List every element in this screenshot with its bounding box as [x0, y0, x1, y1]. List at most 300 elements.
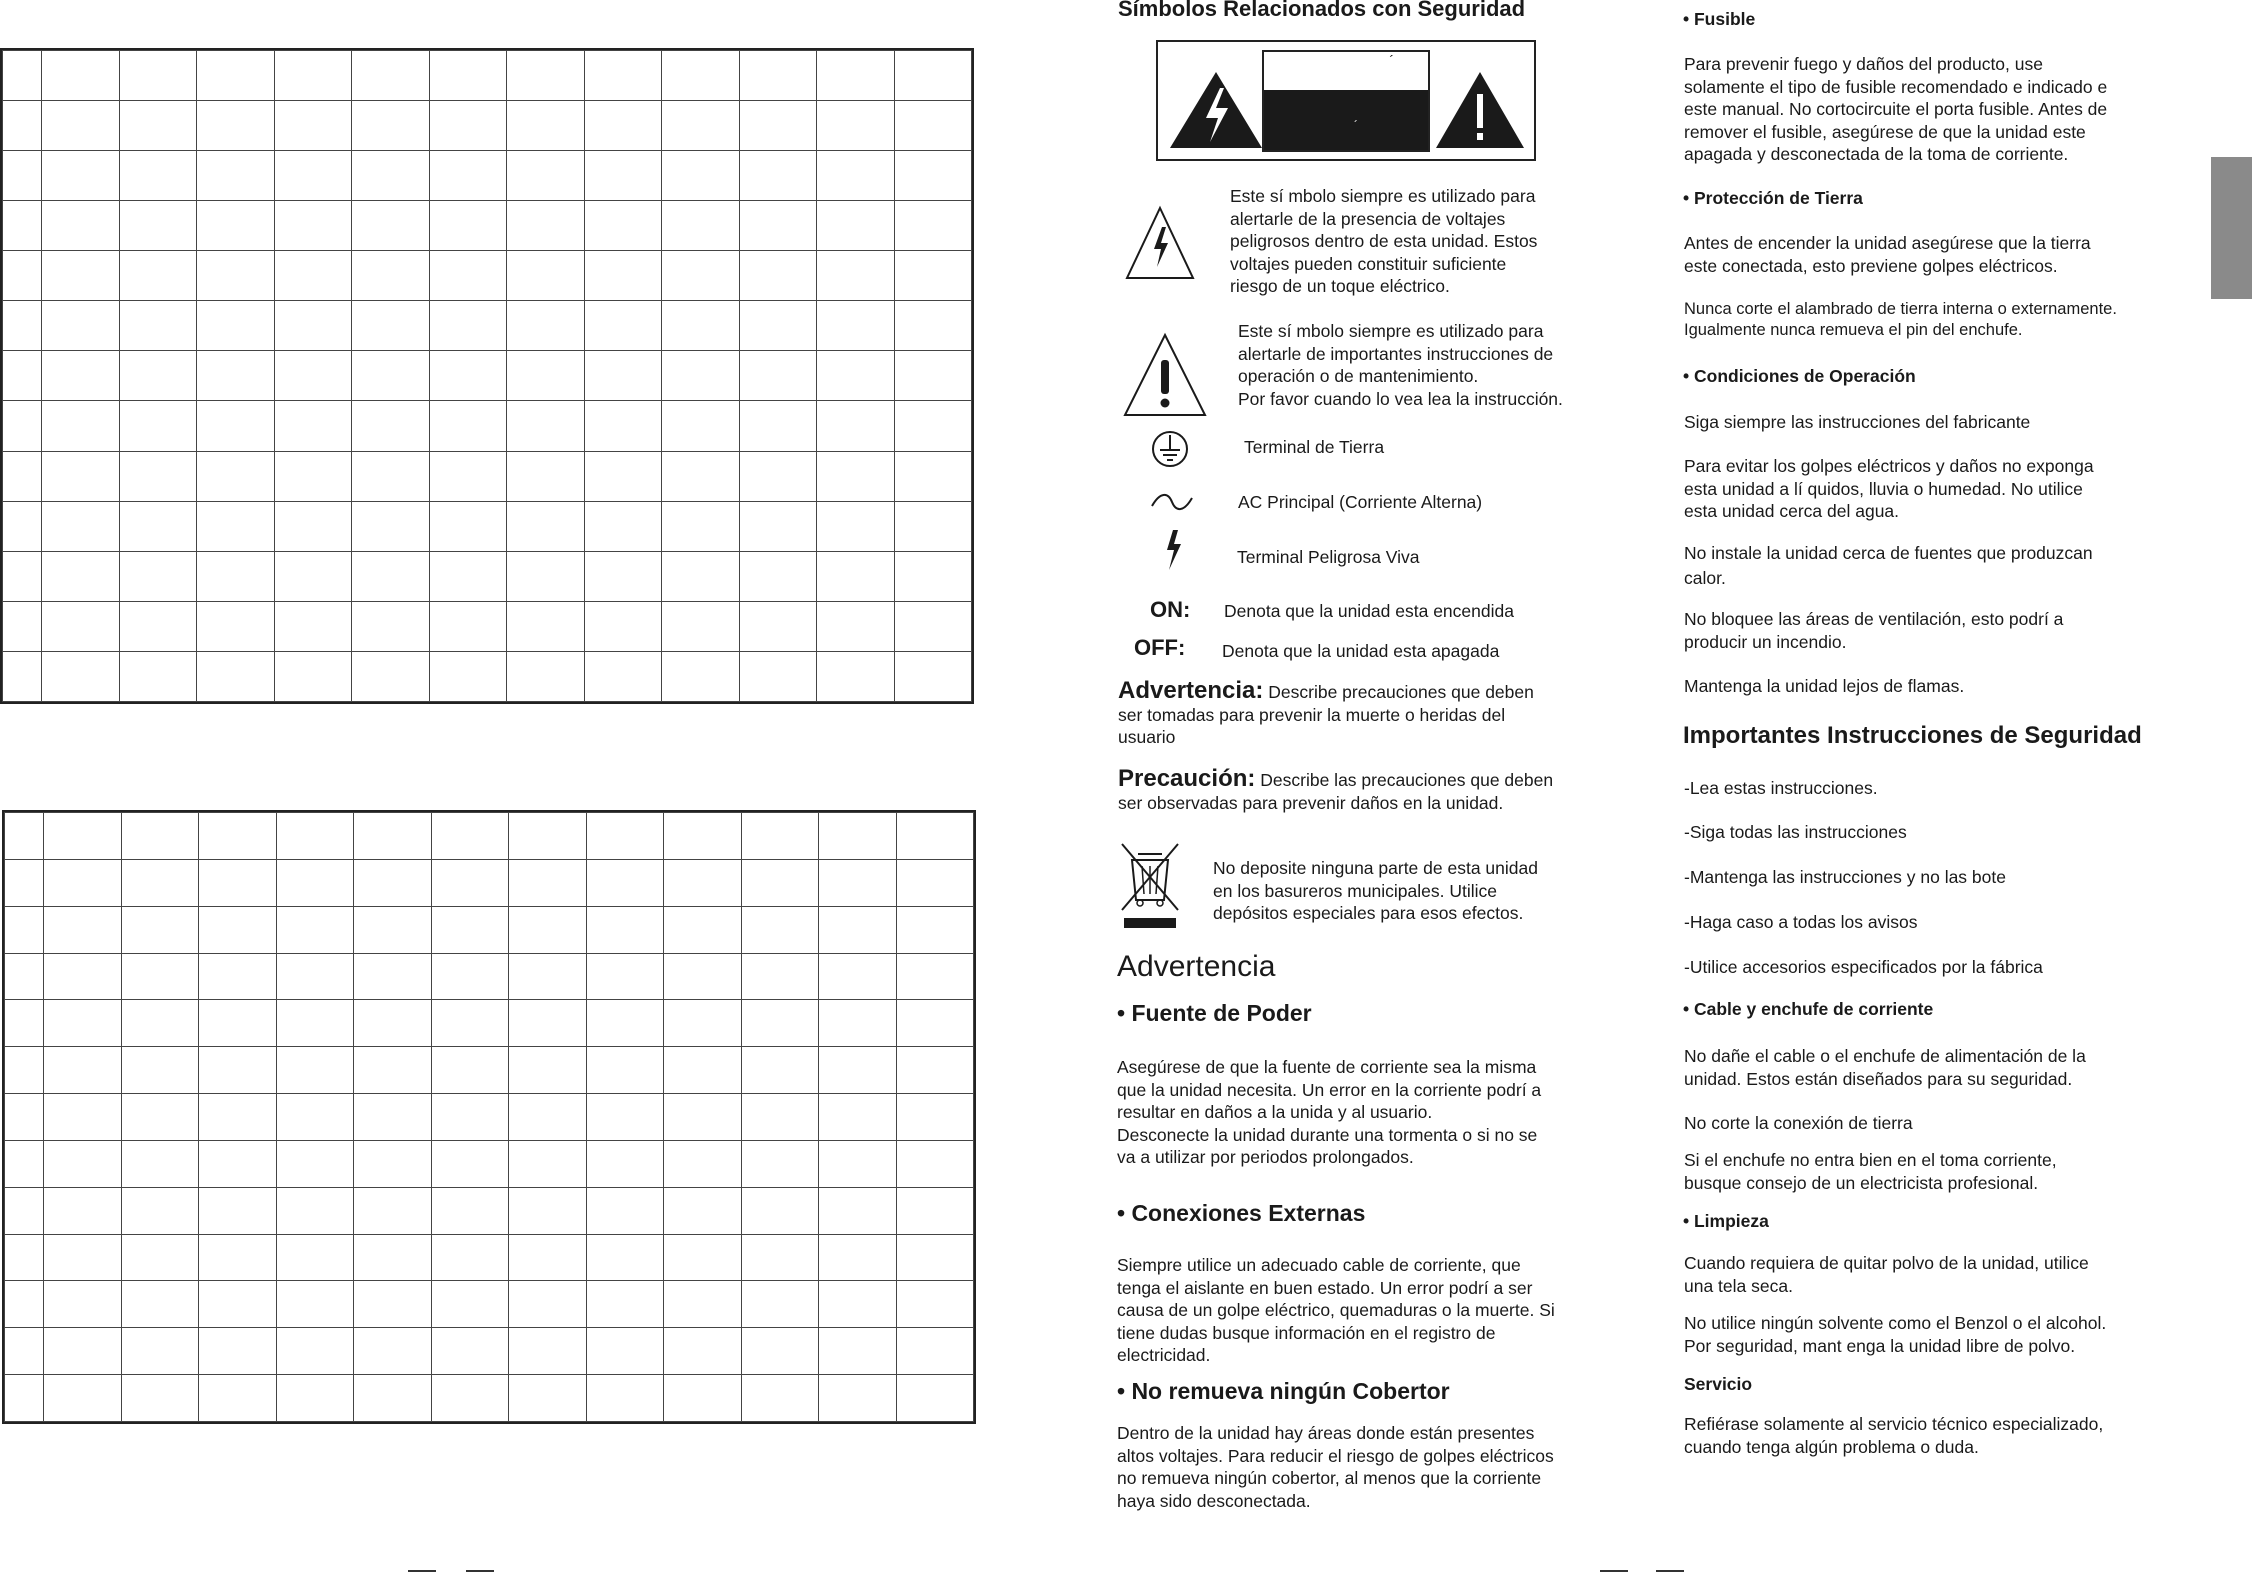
grid-cell: [354, 1000, 432, 1047]
symbol-ground-text: Terminal de Tierra: [1244, 437, 1385, 457]
grid-cell: [199, 1094, 277, 1141]
grid-cell: [817, 51, 895, 101]
off-label: OFF:: [1134, 635, 1186, 660]
grid-cell: [817, 201, 895, 251]
grid-cell: [741, 1375, 819, 1422]
grid-cell: [509, 1234, 587, 1281]
grid-cell: [5, 1000, 44, 1047]
grid-cell: [276, 813, 354, 860]
grid-cell: [121, 1187, 199, 1234]
grid-cell: [3, 101, 42, 151]
grid-cell: [5, 906, 44, 953]
operacion-title: • Condiciones de Operación: [1683, 366, 1916, 386]
grid-cell: [42, 251, 120, 301]
grid-cell: [739, 101, 817, 151]
grid-cell: [276, 1094, 354, 1141]
grid-cell: [354, 813, 432, 860]
grid-cell: [819, 1140, 897, 1187]
grid-cell: [274, 401, 352, 451]
grid-cell: [199, 1281, 277, 1328]
grid-cell: [42, 301, 120, 351]
grid-cell: [586, 1328, 664, 1375]
grid-cell: [509, 1047, 587, 1094]
grid-cell: [896, 1140, 974, 1187]
grid-cell: [739, 51, 817, 101]
grid-cell: [586, 1140, 664, 1187]
grid-cell: [121, 1140, 199, 1187]
grid-cell: [662, 101, 740, 151]
grid-cell: [276, 1140, 354, 1187]
grid-cell: [199, 1140, 277, 1187]
grid-cell: [664, 1234, 742, 1281]
grid-cell: [354, 1234, 432, 1281]
grid-cell: [741, 1047, 819, 1094]
grid-cell: [274, 501, 352, 551]
grid-cell: [819, 1000, 897, 1047]
grid-cell: [664, 1375, 742, 1422]
limpieza-p1: Cuando requiera de quitar polvo de la unidad, utilice una tela seca.: [1684, 1253, 2089, 1296]
operacion-p3: No instale la unidad cerca de fuentes que produzcan calor.: [1684, 543, 2093, 588]
grid-cell: [741, 1234, 819, 1281]
operacion-p2: Para evitar los golpes eléctricos y daños no exponga esta unidad a lí quidos, lluvia o humedad. No utilice esta unidad cerca del agua.: [1684, 456, 2094, 521]
grid-cell: [584, 501, 662, 551]
grid-cell: [276, 1000, 354, 1047]
conexiones-text: Siempre utilice un adecuado cable de corriente, que tenga el aislante en buen estado. Un error podrí a ser causa de un golpe eléctrico, quemaduras o la muerte. Si tiene dudas busque información en el registro de electricidad.: [1117, 1255, 1555, 1365]
grid-cell: [896, 953, 974, 1000]
grid-cell: [121, 906, 199, 953]
grid-cell: [739, 451, 817, 501]
grid-cell: [584, 151, 662, 201]
grid-cell: [274, 351, 352, 401]
grid-cell: [42, 601, 120, 651]
grid-cell: [896, 1328, 974, 1375]
grid-cell: [3, 201, 42, 251]
grid-cell: [199, 813, 277, 860]
cable-p2: No corte la conexión de tierra: [1684, 1113, 1913, 1133]
ground-terminal-icon: [1150, 429, 1190, 469]
grid-cell: [896, 906, 974, 953]
grid-cell: [894, 451, 972, 501]
lightning-triangle-icon: [1124, 205, 1196, 281]
weee-text: No deposite ninguna parte de esta unidad en los basureros municipales. Utilice depósitos especiales para esos efectos.: [1213, 858, 1538, 923]
grid-cell: [664, 1328, 742, 1375]
tierra-text-2: Nunca corte el alambrado de tierra interna o externamente. Igualmente nunca remueva el pin del enchufe.: [1684, 300, 2117, 339]
symbol-lightning-text: Este sí mbolo siempre es utilizado para alertarle de la presencia de voltajes peligrosos dentro de esta unidad. Estos voltajes pueden constituir suficiente riesgo de un toque eléctrico.: [1230, 186, 1538, 296]
grid-cell: [894, 551, 972, 601]
grid-cell: [819, 1094, 897, 1141]
grid-cell: [274, 51, 352, 101]
grid-cell: [197, 101, 275, 151]
grid-cell: [431, 1187, 509, 1234]
grid-cell: [354, 1375, 432, 1422]
grid-cell: [509, 1281, 587, 1328]
grid-cell: [5, 813, 44, 860]
warning-label-text-bottom: ´: [1354, 118, 1358, 132]
grid-cell: [739, 201, 817, 251]
grid-cell: [507, 101, 585, 151]
grid-cell: [741, 1140, 819, 1187]
grid-cell: [44, 906, 122, 953]
grid-cell: [274, 651, 352, 701]
grid-cell: [431, 1140, 509, 1187]
servicio-text: Refiérase solamente al servicio técnico especializado, cuando tenga algún problema o duda.: [1684, 1414, 2104, 1457]
grid-cell: [584, 101, 662, 151]
grid-cell: [197, 451, 275, 501]
cable-title: • Cable y enchufe de corriente: [1683, 999, 1934, 1019]
grid-cell: [507, 51, 585, 101]
grid-cell: [817, 301, 895, 351]
grid-cell: [817, 401, 895, 451]
grid-cell: [509, 1094, 587, 1141]
grid-cell: [121, 1047, 199, 1094]
grid-cell: [3, 351, 42, 401]
grid-cell: [5, 1187, 44, 1234]
grid-cell: [352, 601, 430, 651]
grid-cell: [819, 906, 897, 953]
grid-cell: [507, 351, 585, 401]
grid-cell: [584, 351, 662, 401]
grid-cell: [199, 1187, 277, 1234]
grid-cell: [817, 551, 895, 601]
grid-cell: [5, 1234, 44, 1281]
grid-cell: [352, 251, 430, 301]
limpieza-title: • Limpieza: [1683, 1211, 1769, 1231]
grid-cell: [199, 1047, 277, 1094]
grid-cell: [121, 1281, 199, 1328]
grid-cell: [429, 301, 507, 351]
grid-cell: [662, 151, 740, 201]
tierra-title: • Protección de Tierra: [1683, 188, 1863, 208]
grid-cell: [119, 451, 197, 501]
grid-cell: [431, 1234, 509, 1281]
grid-cell: [739, 351, 817, 401]
grid-cell: [662, 501, 740, 551]
grid-cell: [44, 1140, 122, 1187]
grid-cell: [894, 601, 972, 651]
grid-cell: [3, 651, 42, 701]
grid-cell: [42, 451, 120, 501]
grid-cell: [817, 251, 895, 301]
grid-cell: [894, 651, 972, 701]
grid-cell: [3, 301, 42, 351]
exclamation-triangle-icon: [1434, 70, 1526, 150]
grid-cell: [664, 906, 742, 953]
grid-cell: [197, 151, 275, 201]
grid-cell: [662, 351, 740, 401]
grid-cell: [741, 1000, 819, 1047]
grid-cell: [119, 301, 197, 351]
fuente-title: • Fuente de Poder: [1117, 1000, 1312, 1026]
grid-cell: [274, 451, 352, 501]
grid-cell: [431, 813, 509, 860]
grid-cell: [119, 501, 197, 551]
grid-cell: [274, 301, 352, 351]
grid-cell: [3, 51, 42, 101]
on-label: ON:: [1150, 597, 1191, 622]
grid-cell: [352, 551, 430, 601]
grid-cell: [429, 551, 507, 601]
grid-cell: [119, 601, 197, 651]
grid-cell: [44, 1328, 122, 1375]
grid-cell: [197, 51, 275, 101]
grid-cell: [739, 401, 817, 451]
grid-cell: [431, 1281, 509, 1328]
grid-cell: [5, 1375, 44, 1422]
grid-cell: [197, 201, 275, 251]
grid-cell: [354, 1047, 432, 1094]
grid-cell: [429, 451, 507, 501]
cable-p1: No dañe el cable o el enchufe de alimentación de la unidad. Estos están diseñados para su seguridad.: [1684, 1046, 2086, 1089]
grid-cell: [274, 251, 352, 301]
grid-cell: [276, 859, 354, 906]
grid-cell: [3, 551, 42, 601]
grid-cell: [584, 401, 662, 451]
grid-cell: [352, 351, 430, 401]
grid-cell: [354, 1140, 432, 1187]
grid-cell: [509, 1187, 587, 1234]
importantes-item-5: -Utilice accesorios especificados por la fábrica: [1684, 957, 2043, 977]
tierra-text: Antes de encender la unidad asegúrese que la tierra este conectada, esto previene golpes eléctricos.: [1684, 233, 2091, 276]
grid-cell: [741, 1281, 819, 1328]
grid-cell: [507, 201, 585, 251]
grid-cell: [664, 813, 742, 860]
grid-cell: [431, 1328, 509, 1375]
grid-cell: [5, 953, 44, 1000]
grid-cell: [894, 401, 972, 451]
grid-cell: [584, 201, 662, 251]
grid-cell: [44, 1375, 122, 1422]
grid-cell: [429, 101, 507, 151]
grid-cell: [276, 1375, 354, 1422]
grid-cell: [664, 859, 742, 906]
grid-cell: [429, 601, 507, 651]
grid-cell: [42, 201, 120, 251]
grid-cell: [819, 1328, 897, 1375]
grid-cell: [819, 813, 897, 860]
grid-cell: [119, 201, 197, 251]
grid-cell: [509, 813, 587, 860]
grid-cell: [662, 201, 740, 251]
grid-cell: [431, 906, 509, 953]
cable-p3: Si el enchufe no entra bien en el toma corriente, busque consejo de un electricista profesional.: [1684, 1150, 2057, 1193]
grid-cell: [509, 1140, 587, 1187]
grid-cell: [42, 551, 120, 601]
grid-cell: [662, 601, 740, 651]
grid-cell: [276, 1328, 354, 1375]
grid-cell: [894, 501, 972, 551]
grid-cell: [664, 1281, 742, 1328]
grid-cell: [662, 51, 740, 101]
grid-cell: [121, 813, 199, 860]
grid-cell: [896, 1000, 974, 1047]
grid-cell: [664, 1047, 742, 1094]
advertencia-definition: Advertencia: Describe precauciones que deben ser tomadas para prevenir la muerte o heridas del usuario: [1118, 677, 1534, 747]
grid-cell: [352, 501, 430, 551]
grid-cell: [817, 101, 895, 151]
operacion-p5: Mantenga la unidad lejos de flamas.: [1684, 676, 1965, 696]
grid-cell: [274, 551, 352, 601]
grid-cell: [584, 51, 662, 101]
grid-cell: [431, 1047, 509, 1094]
grid-cell: [121, 1000, 199, 1047]
grid-cell: [896, 859, 974, 906]
grid-cell: [664, 953, 742, 1000]
grid-cell: [197, 651, 275, 701]
grid-cell: [819, 1187, 897, 1234]
grid-cell: [507, 401, 585, 451]
grid-cell: [3, 151, 42, 201]
grid-cell: [662, 401, 740, 451]
grid-cell: [662, 251, 740, 301]
grid-cell: [44, 1234, 122, 1281]
cobertor-text: Dentro de la unidad hay áreas donde están presentes altos voltajes. Para reducir el riesgo de golpes eléctricos no remueva ningún cobertor, al menos que la corriente haya sido desconectada.: [1117, 1423, 1554, 1511]
grid-cell: [276, 1187, 354, 1234]
grid-cell: [507, 651, 585, 701]
grid-cell: [896, 1375, 974, 1422]
grid-cell: [586, 1234, 664, 1281]
lightning-triangle-icon: [1168, 70, 1264, 150]
grid-cell: [274, 151, 352, 201]
grid-cell: [739, 301, 817, 351]
grid-cell: [5, 1328, 44, 1375]
grid-cell: [819, 1375, 897, 1422]
grid-cell: [44, 859, 122, 906]
grid-cell: [197, 351, 275, 401]
grid-cell: [121, 1234, 199, 1281]
grid-cell: [584, 251, 662, 301]
grid-cell: [509, 859, 587, 906]
warning-label-center: [1262, 50, 1430, 152]
grid-cell: [507, 601, 585, 651]
crossed-bin-icon: [1118, 840, 1182, 930]
grid-cell: [507, 301, 585, 351]
grid-cell: [429, 651, 507, 701]
grid-cell: [819, 1047, 897, 1094]
grid-cell: [429, 201, 507, 251]
grid-cell: [44, 1000, 122, 1047]
grid-cell: [274, 601, 352, 651]
grid-cell: [5, 859, 44, 906]
grid-cell: [3, 501, 42, 551]
grid-cell: [739, 651, 817, 701]
grid-cell: [894, 301, 972, 351]
grid-cell: [507, 451, 585, 501]
importantes-item-2: -Siga todas las instrucciones: [1684, 822, 1907, 842]
grid-cell: [894, 151, 972, 201]
fuente-text: Asegúrese de que la fuente de corriente sea la misma que la unidad necesita. Un error en la corriente podrí a resultar en daños a la unida y al usuario. Desconecte la unidad durante una tormenta o si no se va a utilizar por periodos prolongados.: [1117, 1057, 1542, 1167]
blank-grid-bottom: [2, 810, 976, 1424]
operacion-p1: Siga siempre las instrucciones del fabricante: [1684, 412, 2031, 432]
grid-cell: [586, 859, 664, 906]
grid-cell: [5, 1094, 44, 1141]
grid-cell: [817, 501, 895, 551]
precaucion-definition: Precaución: Describe las precauciones que deben ser observadas para prevenir daños en la unidad.: [1118, 765, 1554, 813]
grid-cell: [352, 651, 430, 701]
grid-cell: [3, 251, 42, 301]
grid-cell: [197, 501, 275, 551]
grid-cell: [352, 301, 430, 351]
grid-cell: [662, 651, 740, 701]
importantes-title: Importantes Instrucciones de Seguridad: [1683, 722, 2142, 749]
grid-cell: [584, 551, 662, 601]
grid-cell: [586, 1375, 664, 1422]
grid-cell: [896, 1047, 974, 1094]
grid-cell: [354, 953, 432, 1000]
warning-label-box: [1156, 40, 1536, 161]
grid-cell: [507, 151, 585, 201]
grid-cell: [431, 1094, 509, 1141]
limpieza-p2: No utilice ningún solvente como el Benzol o el alcohol. Por seguridad, mant enga la unidad libre de polvo.: [1684, 1313, 2107, 1356]
grid-cell: [121, 953, 199, 1000]
grid-cell: [664, 1140, 742, 1187]
grid-cell: [586, 1187, 664, 1234]
grid-cell: [354, 1281, 432, 1328]
grid-cell: [276, 1234, 354, 1281]
grid-cell: [896, 1234, 974, 1281]
symbol-exclamation-text: Este sí mbolo siempre es utilizado para alertarle de importantes instrucciones de operación o de mantenimiento. Por favor cuando lo vea lea la instrucción.: [1238, 321, 1563, 409]
grid-cell: [119, 251, 197, 301]
grid-cell: [42, 51, 120, 101]
grid-cell: [586, 1094, 664, 1141]
grid-cell: [119, 351, 197, 401]
grid-cell: [429, 51, 507, 101]
grid-cell: [429, 251, 507, 301]
grid-cell: [662, 451, 740, 501]
fusible-title: • Fusible: [1683, 9, 1756, 29]
grid-cell: [894, 51, 972, 101]
grid-cell: [274, 101, 352, 151]
grid-cell: [817, 601, 895, 651]
page-title: Símbolos Relacionados con Seguridad: [1118, 0, 1526, 21]
grid-cell: [197, 251, 275, 301]
grid-cell: [199, 859, 277, 906]
grid-cell: [739, 251, 817, 301]
grid-cell: [741, 813, 819, 860]
grid-cell: [5, 1047, 44, 1094]
grid-cell: [5, 1281, 44, 1328]
grid-cell: [586, 1281, 664, 1328]
grid-cell: [509, 1000, 587, 1047]
grid-cell: [199, 906, 277, 953]
grid-cell: [507, 251, 585, 301]
grid-cell: [119, 51, 197, 101]
grid-cell: [354, 906, 432, 953]
grid-cell: [352, 401, 430, 451]
grid-cell: [121, 1094, 199, 1141]
operacion-p4: No bloquee las áreas de ventilación, esto podrí a producir un incendio.: [1684, 609, 2064, 652]
ac-wave-icon: [1150, 490, 1194, 514]
grid-cell: [664, 1000, 742, 1047]
grid-cell: [741, 1094, 819, 1141]
grid-cell: [584, 301, 662, 351]
blank-grid-top: [0, 48, 974, 704]
grid-cell: [429, 351, 507, 401]
grid-cell: [5, 1140, 44, 1187]
grid-cell: [819, 1281, 897, 1328]
grid-cell: [739, 151, 817, 201]
grid-cell: [431, 1000, 509, 1047]
grid-cell: [276, 953, 354, 1000]
grid-cell: [42, 401, 120, 451]
grid-cell: [197, 401, 275, 451]
servicio-title: Servicio: [1684, 1374, 1753, 1394]
grid-cell: [817, 151, 895, 201]
grid-cell: [276, 1281, 354, 1328]
grid-cell: [354, 1094, 432, 1141]
grid-cell: [121, 1328, 199, 1375]
grid-cell: [199, 1234, 277, 1281]
grid-cell: [354, 859, 432, 906]
